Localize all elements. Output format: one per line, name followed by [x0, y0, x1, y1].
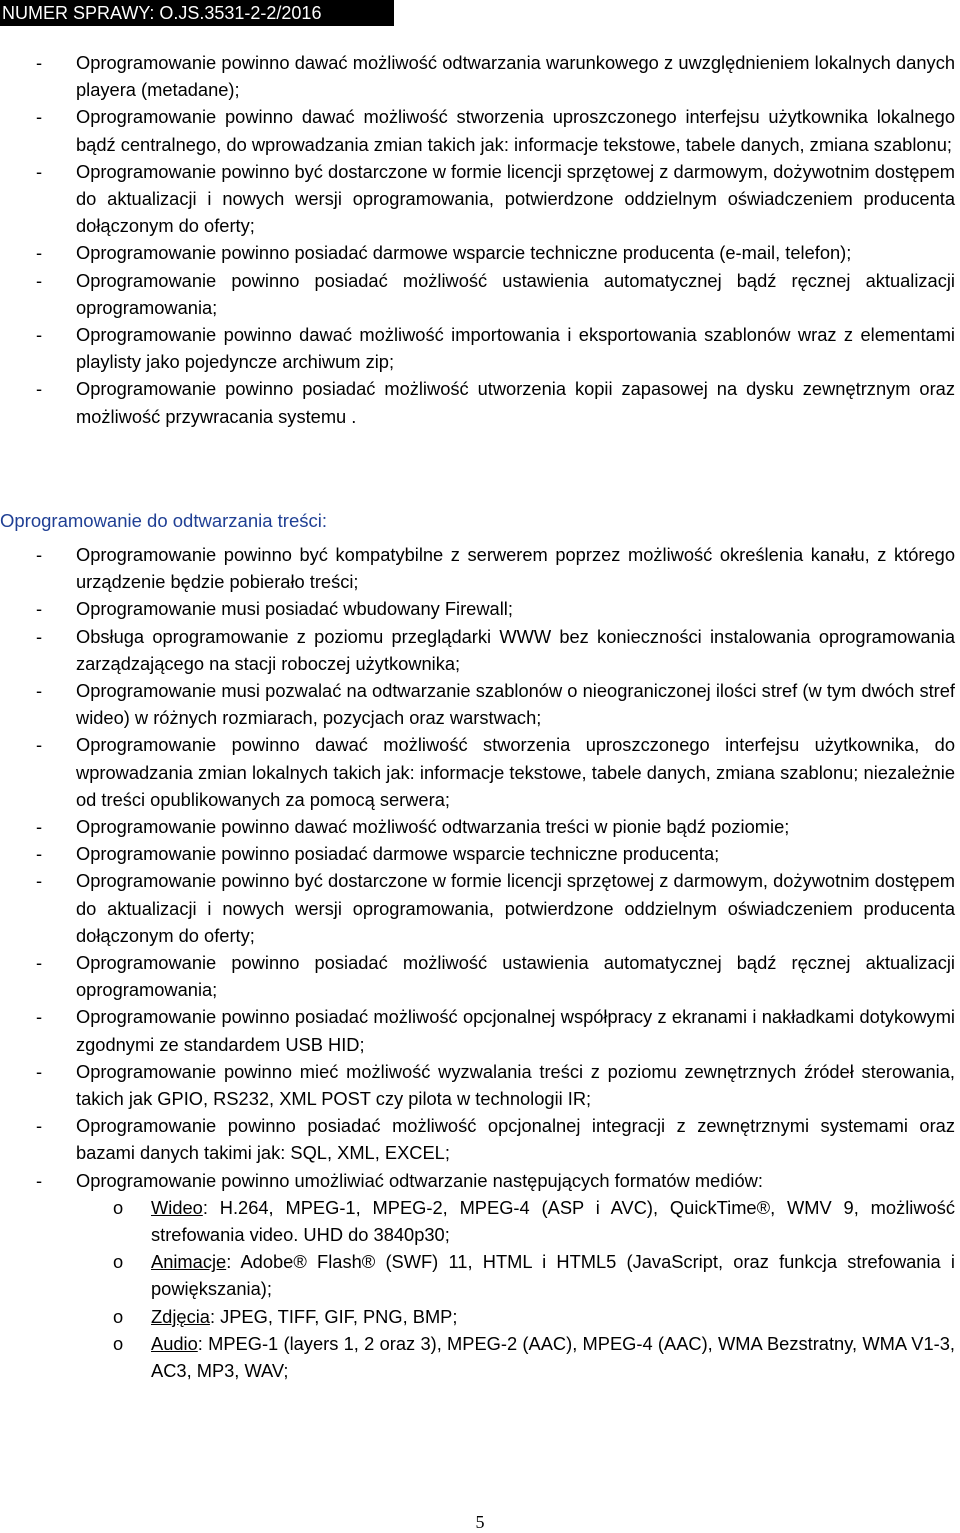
media-format-item	[0, 1194, 960, 1248]
media-format-text: : Adobe® Flash® (SWF) 11, HTML i HTML5 (JavaScript, oraz funkcja strefowania i powiększania);	[151, 1251, 955, 1300]
list-item-text: Oprogramowanie powinno dawać możliwość importowania i eksportowania szablonów wraz z elementami playlisty jako pojedyncze archiwum zip;	[76, 324, 955, 373]
list-item-text: Oprogramowanie powinno posiadać darmowe wsparcie techniczne producenta (e-mail, telefon);	[76, 242, 852, 264]
list-item	[0, 731, 960, 813]
list-item	[0, 949, 960, 1003]
list-item	[0, 1058, 960, 1112]
list-dash: -	[36, 1115, 43, 1137]
sub-bullet: o	[113, 1196, 124, 1218]
list-dash: -	[36, 843, 43, 865]
list-item-text: Oprogramowanie powinno posiadać możliwość ustawienia automatycznej bądź ręcznej aktualizacji oprogramowania;	[76, 269, 955, 318]
list-item	[0, 158, 960, 240]
list-item-text: Oprogramowanie musi pozwalać na odtwarzanie szablonów o nieograniczonej ilości stref (w tym dwóch stref wideo) w różnych rozmiarach, pozycjach oraz warstwach;	[76, 680, 955, 729]
media-format-text: : H.264, MPEG-1, MPEG-2, MPEG-4 (ASP i AVC), QuickTime®, WMV 9, możliwość strefowania video. UHD do 3840p30;	[151, 1196, 955, 1246]
list-item-text: Oprogramowanie powinno umożliwiać odtwarzanie następujących formatów mediów:	[76, 1169, 763, 1191]
list-dash: -	[36, 734, 43, 756]
list-item-text: Oprogramowanie powinno posiadać możliwość opcjonalnej współpracy z ekranami i nakładkami dotykowymi zgodnymi ze standardem USB HID;	[76, 1006, 955, 1055]
media-format-label: Audio	[151, 1332, 198, 1354]
list-dash: -	[36, 378, 43, 400]
list-item	[0, 321, 960, 375]
list-item-text: Oprogramowanie powinno posiadać możliwość opcjonalnej integracji z zewnętrznymi systemami oraz bazami danych takimi jak: SQL, XML, EXCEL;	[76, 1115, 955, 1164]
list-item	[0, 1003, 960, 1057]
sub-bullet: o	[113, 1332, 124, 1354]
section-heading: Oprogramowanie do odtwarzania treści:	[0, 510, 327, 531]
media-format-text: : MPEG-1 (layers 1, 2 oraz 3), MPEG-2 (AAC), MPEG-4 (AAC), WMA Bezstratny, WMA V1-3, AC3, MP3, WAV;	[151, 1332, 955, 1382]
list-item-text: Oprogramowanie powinno posiadać możliwość ustawienia automatycznej bądź ręcznej aktualizacji oprogramowania;	[76, 952, 955, 1001]
list-item	[0, 49, 960, 103]
list-item	[0, 375, 960, 429]
list-item	[0, 239, 960, 266]
list-dash: -	[36, 1006, 43, 1028]
list-item	[0, 840, 960, 867]
list-item-text: Oprogramowanie powinno być dostarczone w formie licencji sprzętowej z darmowym, dożywotnim dostępem do aktualizacji i nowych wersji oprogramowania, potwierdzone oddzielnym oświadczeniem producenta dołączonym do oferty;	[76, 870, 955, 946]
list-item	[0, 103, 960, 157]
list-item	[0, 867, 960, 949]
list-item-text: Oprogramowanie powinno dawać możliwość odtwarzania warunkowego z uwzględnieniem lokalnych danych playera (metadane);	[76, 52, 955, 101]
case-number-header: NUMER SPRAWY: O.JS.3531-2-2/2016	[0, 0, 394, 26]
list-item-text: Oprogramowanie powinno dawać możliwość stworzenia uproszczonego interfejsu użytkownika, do wprowadzania zmian lokalnych takich jak: informacje tekstowe, tabele danych, zmiana szablonu; niezależnie od treści opublikowanych za pomocą serwera;	[76, 734, 955, 810]
list-dash: -	[36, 160, 43, 182]
media-format-item	[0, 1330, 960, 1384]
page-number: 5	[475, 1512, 485, 1532]
list-dash: -	[36, 242, 43, 264]
list-item-text: Oprogramowanie powinno dawać możliwość odtwarzania treści w pionie bądź poziomie;	[76, 816, 790, 838]
media-format-label: Wideo	[151, 1196, 203, 1218]
list-item-text: Oprogramowanie powinno być kompatybilne z serwerem poprzez możliwość określenia kanału, z którego urządzenie będzie pobierało treści;	[76, 544, 955, 593]
list-item	[0, 677, 960, 731]
sub-bullet: o	[113, 1305, 124, 1327]
list-item-text: Oprogramowanie powinno dawać możliwość stworzenia uproszczonego interfejsu użytkownika lokalnego bądź centralnego, do wprowadzania zmian takich jak: informacje tekstowe, tabele danych, zmiana szablonu;	[76, 106, 955, 155]
list-item	[0, 595, 960, 622]
requirements-list-general	[0, 49, 960, 430]
list-dash: -	[36, 1169, 43, 1191]
list-dash: -	[36, 269, 43, 291]
list-dash: -	[36, 598, 43, 620]
list-dash: -	[36, 952, 43, 974]
media-format-label: Zdjęcia	[151, 1305, 210, 1327]
list-dash: -	[36, 52, 43, 73]
list-item	[0, 1112, 960, 1166]
list-item-text: Oprogramowanie powinno posiadać możliwość utworzenia kopii zapasowej na dysku zewnętrznym oraz możliwość przywracania systemu .	[76, 378, 955, 427]
list-dash: -	[36, 816, 43, 838]
list-item-text: Obsługa oprogramowanie z poziomu przeglądarki WWW bez konieczności instalowania oprogramowania zarządzającego na stacji roboczej użytkownika;	[76, 625, 955, 674]
list-item	[0, 623, 960, 677]
list-dash: -	[36, 680, 43, 702]
media-format-text: : JPEG, TIFF, GIF, PNG, BMP;	[209, 1305, 458, 1327]
list-item-text: Oprogramowanie powinno posiadać darmowe wsparcie techniczne producenta;	[76, 843, 720, 865]
list-dash: -	[36, 544, 43, 565]
media-format-item	[0, 1248, 960, 1302]
list-dash: -	[36, 324, 43, 346]
sub-bullet: o	[113, 1251, 124, 1273]
list-item-text: Oprogramowanie powinno być dostarczone w formie licencji sprzętowej z darmowym, dożywotnim dostępem do aktualizacji i nowych wersji oprogramowania, potwierdzone oddzielnym oświadczeniem producenta dołączonym do oferty;	[76, 160, 955, 237]
list-item	[0, 267, 960, 321]
list-item	[0, 541, 960, 595]
list-dash: -	[36, 625, 43, 647]
list-item-text: Oprogramowanie musi posiadać wbudowany Firewall;	[76, 598, 513, 620]
list-dash: -	[36, 106, 43, 128]
list-dash: -	[36, 870, 43, 892]
list-dash: -	[36, 1060, 43, 1082]
list-item-text: Oprogramowanie powinno mieć możliwość wyzwalania treści z poziomu zewnętrznych źródeł sterowania, takich jak GPIO, RS232, XML POST czy pilota w technologii IR;	[76, 1060, 955, 1110]
list-item	[0, 1167, 960, 1194]
list-item	[0, 813, 960, 840]
requirements-list-playback	[0, 541, 960, 1384]
media-format-item	[0, 1303, 960, 1330]
media-format-label: Animacje	[151, 1251, 227, 1273]
